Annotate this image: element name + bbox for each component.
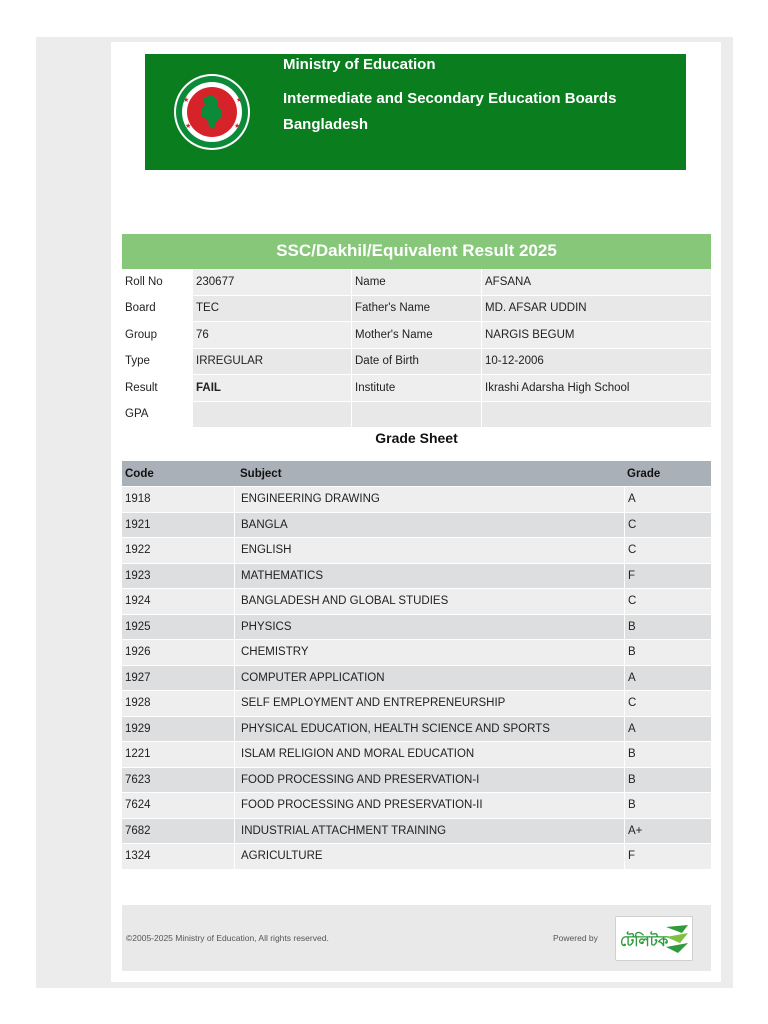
- subject-code: 1221: [122, 741, 234, 767]
- ministry-banner: [145, 54, 686, 170]
- svg-text:★: ★: [234, 123, 241, 130]
- grade-row: [122, 843, 711, 869]
- grade-row: [122, 716, 711, 742]
- subject-grade: C: [624, 537, 711, 563]
- teletalk-logo-text: টেলিটক: [620, 933, 669, 950]
- student-info-table: [122, 269, 711, 428]
- info-row: [122, 269, 711, 296]
- info-value: 230677: [192, 269, 351, 296]
- grade-row: [122, 690, 711, 716]
- grade-sheet-table: [122, 461, 711, 869]
- svg-text:★: ★: [185, 123, 192, 130]
- info-value: [481, 402, 711, 429]
- subject-name: MATHEMATICS: [234, 563, 624, 589]
- subject-grade: A: [624, 716, 711, 742]
- info-row: [122, 402, 711, 429]
- subject-grade: B: [624, 767, 711, 793]
- subject-name: BANGLADESH AND GLOBAL STUDIES: [234, 588, 624, 614]
- result-title: SSC/Dakhil/Equivalent Result 2025: [122, 234, 711, 269]
- info-label: GPA: [122, 402, 192, 429]
- grade-row: [122, 537, 711, 563]
- subject-name: SELF EMPLOYMENT AND ENTREPRENEURSHIP: [234, 690, 624, 716]
- info-row: [122, 349, 711, 376]
- info-label: Date of Birth: [351, 349, 481, 376]
- column-header-code: Code: [122, 461, 234, 486]
- country-title: Bangladesh: [283, 116, 369, 133]
- info-row: [122, 375, 711, 402]
- subject-grade: C: [624, 512, 711, 538]
- subject-grade: A: [624, 486, 711, 512]
- info-label: Group: [122, 322, 192, 349]
- info-label: [351, 402, 481, 429]
- grade-row: [122, 665, 711, 691]
- info-value: 76: [192, 322, 351, 349]
- subject-code: 7623: [122, 767, 234, 793]
- info-value: Ikrashi Adarsha High School: [481, 375, 711, 402]
- subject-code: 1922: [122, 537, 234, 563]
- grade-row: [122, 588, 711, 614]
- grade-row: [122, 639, 711, 665]
- subject-name: ENGLISH: [234, 537, 624, 563]
- subject-code: 1925: [122, 614, 234, 640]
- subject-name: FOOD PROCESSING AND PRESERVATION-I: [234, 767, 624, 793]
- grade-row: [122, 792, 711, 818]
- subject-name: CHEMISTRY: [234, 639, 624, 665]
- grade-row: [122, 818, 711, 844]
- svg-text:★: ★: [236, 97, 243, 104]
- info-value: [192, 402, 351, 429]
- subject-code: 1923: [122, 563, 234, 589]
- subject-code: 1926: [122, 639, 234, 665]
- info-label: Name: [351, 269, 481, 296]
- ministry-title: Ministry of Education: [283, 56, 436, 73]
- subject-code: 1918: [122, 486, 234, 512]
- subject-grade: B: [624, 741, 711, 767]
- grade-table-header: [122, 461, 711, 486]
- info-row: [122, 322, 711, 349]
- subject-code: 7682: [122, 818, 234, 844]
- powered-by-label: Powered by: [553, 933, 598, 943]
- info-value: AFSANA: [481, 269, 711, 296]
- subject-name: BANGLA: [234, 512, 624, 538]
- copyright-text: ©2005-2025 Ministry of Education, All rights reserved.: [126, 933, 329, 943]
- info-value: TEC: [192, 296, 351, 323]
- subject-grade: B: [624, 639, 711, 665]
- subject-grade: C: [624, 690, 711, 716]
- grade-row: [122, 512, 711, 538]
- subject-grade: C: [624, 588, 711, 614]
- grade-row: [122, 614, 711, 640]
- info-label: Board: [122, 296, 192, 323]
- info-row: [122, 296, 711, 323]
- info-label: Institute: [351, 375, 481, 402]
- grade-sheet-heading: Grade Sheet: [375, 430, 458, 446]
- svg-text:★: ★: [183, 97, 190, 104]
- info-value: NARGIS BEGUM: [481, 322, 711, 349]
- subject-name: FOOD PROCESSING AND PRESERVATION-II: [234, 792, 624, 818]
- subject-code: 7624: [122, 792, 234, 818]
- info-value: 10-12-2006: [481, 349, 711, 376]
- subject-grade: B: [624, 792, 711, 818]
- subject-name: ISLAM RELIGION AND MORAL EDUCATION: [234, 741, 624, 767]
- grade-row: [122, 767, 711, 793]
- grade-row: [122, 741, 711, 767]
- subject-name: AGRICULTURE: [234, 843, 624, 869]
- subject-name: PHYSICS: [234, 614, 624, 640]
- subject-code: 1324: [122, 843, 234, 869]
- subject-grade: A: [624, 665, 711, 691]
- info-label: Father's Name: [351, 296, 481, 323]
- grade-row: [122, 563, 711, 589]
- subject-code: 1929: [122, 716, 234, 742]
- info-label: Roll No: [122, 269, 192, 296]
- subject-code: 1924: [122, 588, 234, 614]
- subject-name: INDUSTRIAL ATTACHMENT TRAINING: [234, 818, 624, 844]
- subject-name: PHYSICAL EDUCATION, HEALTH SCIENCE AND SPORTS: [234, 716, 624, 742]
- grade-row: [122, 486, 711, 512]
- info-value: MD. AFSAR UDDIN: [481, 296, 711, 323]
- info-value: FAIL: [192, 375, 351, 402]
- subject-code: 1928: [122, 690, 234, 716]
- footer: [122, 905, 711, 971]
- subject-name: COMPUTER APPLICATION: [234, 665, 624, 691]
- column-header-grade: Grade: [624, 461, 711, 486]
- teletalk-logo-icon: [664, 923, 690, 955]
- info-label: Type: [122, 349, 192, 376]
- subject-name: ENGINEERING DRAWING: [234, 486, 624, 512]
- column-header-subject: Subject: [234, 461, 624, 486]
- bangladesh-govt-seal-icon: [172, 72, 252, 152]
- boards-title: Intermediate and Secondary Education Boards: [283, 90, 617, 107]
- subject-grade: F: [624, 843, 711, 869]
- subject-grade: F: [624, 563, 711, 589]
- subject-grade: B: [624, 614, 711, 640]
- info-label: Result: [122, 375, 192, 402]
- subject-code: 1927: [122, 665, 234, 691]
- teletalk-logo-link[interactable]: [615, 916, 693, 961]
- info-value: IRREGULAR: [192, 349, 351, 376]
- subject-grade: A+: [624, 818, 711, 844]
- subject-code: 1921: [122, 512, 234, 538]
- info-label: Mother's Name: [351, 322, 481, 349]
